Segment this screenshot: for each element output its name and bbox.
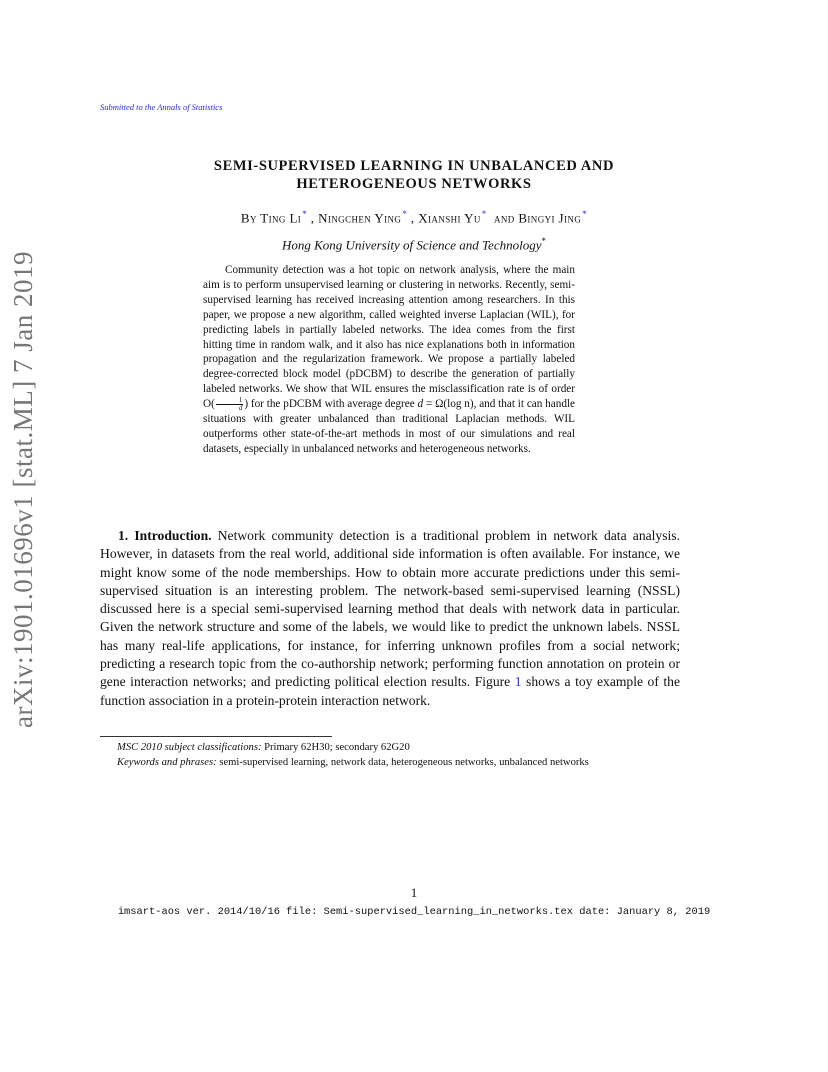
title-line-1: SEMI-SUPERVISED LEARNING IN UNBALANCED AND: [213, 158, 615, 174]
intro-text-2: shows a toy example of the function association in a protein-protein interaction network.: [100, 674, 680, 708]
author-3-mark[interactable]: *: [481, 209, 487, 219]
abstract-text-2: ) for the pDCBM with average degree: [244, 398, 418, 411]
fraction: [216, 397, 244, 412]
figure-reference-link[interactable]: 1: [514, 674, 522, 690]
abstract-text-3: , and that it can handle situations with greater unbalanced than traditional Laplacian methods. WIL outperforms other state-of-the-art methods in most of our simulations and real datasets, especially in unbalanced networks and heterogeneous networks.: [203, 398, 575, 455]
msc-footnote: [100, 741, 682, 756]
section-heading: 1. Introduction.: [118, 528, 212, 543]
abstract: [203, 263, 575, 457]
author-separator: ,: [310, 210, 315, 226]
msc-text: Primary 62H30; secondary 62G20: [261, 742, 410, 753]
journal-header[interactable]: Submitted to the Annals of Statistics: [100, 102, 223, 112]
affiliation-name: Hong Kong University of Science and Technology: [282, 237, 542, 253]
keywords-footnote: [100, 756, 682, 771]
keywords-label: Keywords and phrases:: [117, 756, 217, 768]
title-line-2: HETEROGENEOUS NETWORKS: [296, 176, 532, 192]
footnote-divider: [100, 736, 332, 737]
math-degree: d: [417, 398, 424, 411]
author-2: Ningchen Ying: [318, 210, 402, 226]
author-4: Bingyi Jing: [518, 210, 582, 226]
fraction-numerator: 1: [216, 397, 244, 405]
footnotes: [100, 741, 682, 770]
author-4-mark[interactable]: *: [582, 209, 588, 219]
introduction-section: [100, 527, 680, 710]
and-word: and: [493, 210, 515, 226]
arxiv-stamp: arXiv:1901.01696v1 [stat.ML] 7 Jan 2019: [8, 251, 38, 728]
fraction-denominator: d: [238, 404, 243, 413]
author-list: [0, 209, 828, 226]
affiliation: [0, 236, 828, 253]
intro-text-1: Network community detection is a traditional problem in network data analysis. However, in datasets from the real world, additional side information is often available. For instance, we might know some of the node memberships. How to obtain more accurate predictions under this semi-supervised situation is an interesting problem. The network-based semi-supervised learning (NSSL) discussed here is a special semi-supervised learning method that deals with network data in particular. Given the network structure and some of the labels, we would like to predict the unknown labels. NSSL has many real-life applications, for instance, for inferring unknown profiles from a social network; predicting a research topic from the co-authorship network; performing function annotation on protein or gene interaction networks; and predicting political election results. Figure: [100, 528, 680, 690]
author-1-mark[interactable]: *: [302, 209, 308, 219]
build-footer: imsart-aos ver. 2014/10/16 file: Semi-supervised_learning_in_networks.tex date: January 8, 2019: [117, 906, 711, 918]
page-number: 1: [410, 885, 418, 900]
author-2-mark[interactable]: *: [402, 209, 408, 219]
abstract-text-1: Community detection was a hot topic on network analysis, where the main aim is to perform unsupervised learning or clustering in networks. Recently, semi-supervised learning has received increasing attention among researchers. In this paper, we propose a new algorithm, called weighted inverse Laplacian (WIL), for predicting labels in partially labeled networks. The idea comes from the first hitting time in random walk, and it also has nice explanations both in information propagation and the regularization framework. We propose a partially labeled degree-corrected block model (pDCBM) to describe the generation of partially labeled networks. We show that WIL ensures the misclassification rate is of order O(: [203, 264, 575, 411]
math-expression: = Ω(log n): [423, 398, 474, 411]
by-word: By: [240, 210, 257, 226]
author-1: Ting Li: [260, 210, 302, 226]
abstract-paragraph: [203, 263, 575, 457]
paper-title: [0, 157, 828, 193]
author-3: Xianshi Yu: [418, 210, 481, 226]
author-separator: ,: [410, 210, 415, 226]
intro-paragraph: [100, 527, 680, 710]
affiliation-mark: *: [541, 236, 546, 246]
msc-label: MSC 2010 subject classifications:: [117, 742, 262, 753]
keywords-text: semi-supervised learning, network data, heterogeneous networks, unbalanced networks: [216, 756, 589, 768]
